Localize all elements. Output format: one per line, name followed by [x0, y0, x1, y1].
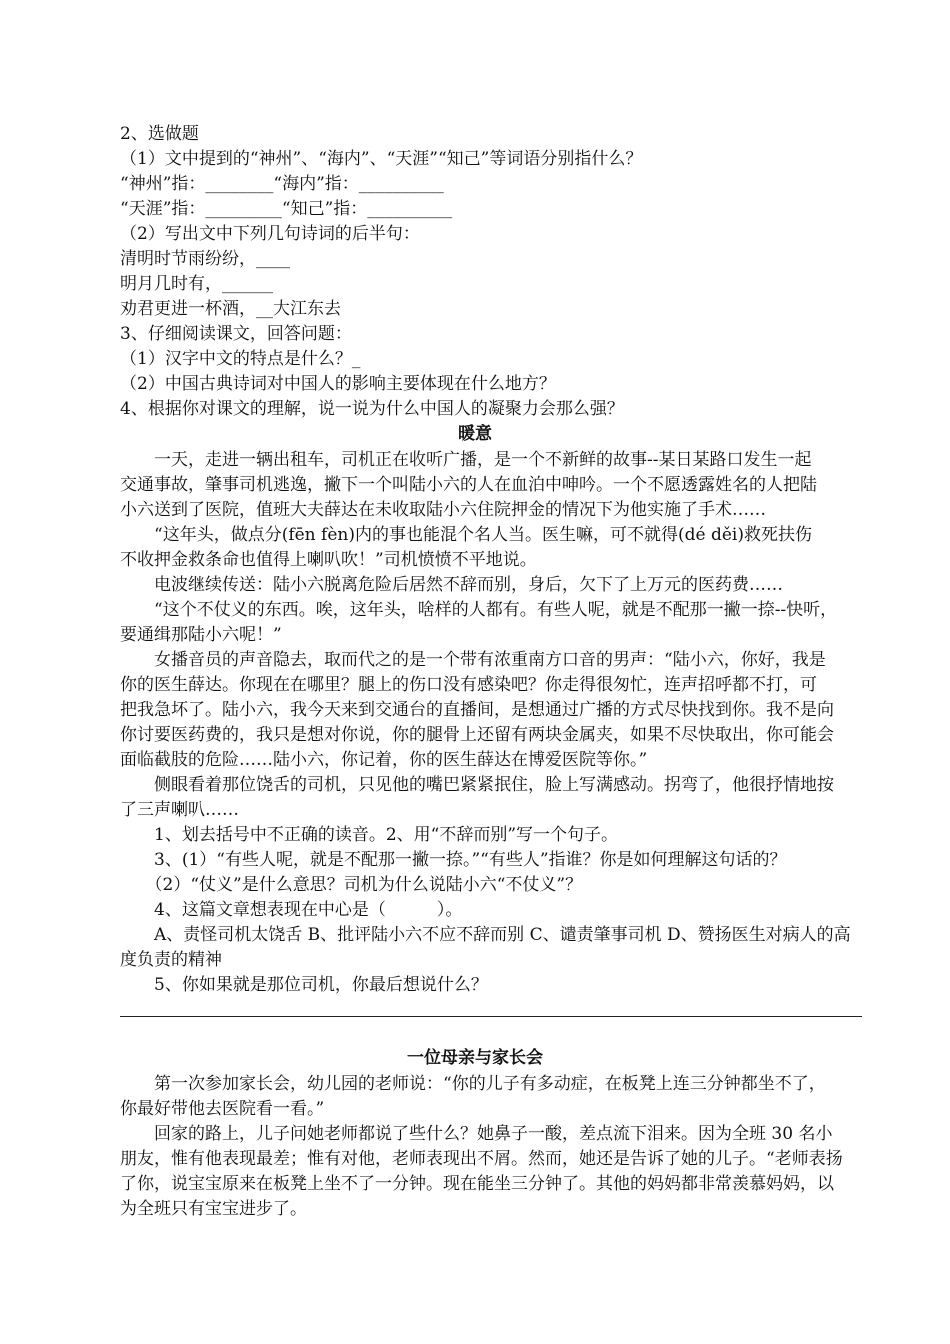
- text-line: 一天，走进一辆出租车，司机正在收听广播，是一个不新鲜的故事--某日某路口发生一起: [120, 450, 812, 470]
- text-line: 面临截肢的危险……陆小六，你记着，你的医生薛达在博爱医院等你。”: [120, 750, 648, 770]
- text-line: 第一次参加家长会，幼儿园的老师说：“你的儿子有多动症，在板凳上连三分钟都坐不了，: [120, 1074, 826, 1094]
- text-line: 把我急坏了。陆小六，我今天来到交通台的直播间，是想通过广播的方式尽快找到你。我不是向: [120, 700, 834, 720]
- text-line: 为全班只有宝宝进步了。: [120, 1199, 307, 1219]
- text-line: 电波继续传送：陆小六脱离危险后居然不辞而别，身后，欠下了上万元的医药费……: [120, 575, 783, 595]
- text-line: 要通缉那陆小六呢！”: [120, 625, 282, 645]
- text-line: 清明时节雨纷纷，____: [120, 249, 290, 269]
- text-line: 3、(1）“有些人呢，就是不配那一撇一捺。”“有些人”指谁？你是如何理解这句话的？: [120, 850, 787, 870]
- text-line: 朋友，惟有他表现最差；惟有对他，老师表现出不屑。然而，她还是告诉了她的儿子。“老师表扬: [120, 1149, 843, 1169]
- text-line: 交通事故，肇事司机逃逸，撇下一个叫陆小六的人在血泊中呻吟。一个不愿透露姓名的人把陆: [120, 475, 817, 495]
- text-line: “这个不仗义的东西。唉，这年头，啥样的人都有。有些人呢，就是不配那一撇一捺--快听，: [120, 600, 838, 620]
- text-line: （2）写出文中下列几句诗词的后半句：: [120, 224, 420, 244]
- text-line: “神州”指：________“海内”指：__________: [120, 174, 444, 194]
- text-line: （2）“仗义”是什么意思？司机为什么说陆小六“不仗义”？: [120, 875, 583, 895]
- story-title: 一位母亲与家长会: [407, 1048, 543, 1068]
- text-line: 5、你如果就是那位司机，你最后想说什么？: [120, 975, 488, 995]
- text-line: 不收押金救条命也值得上喇叭吹！”司机愤愤不平地说。: [120, 550, 537, 570]
- text-line: 了你，说宝宝原来在板凳上坐不了一分钟。现在能坐三分钟了。其他的妈妈都非常羡慕妈妈，以: [120, 1174, 834, 1194]
- text-line: 你讨要医药费的，我只是想对你说，你的腿骨上还留有两块金属夹，如果不尽快取出，你可能会: [120, 725, 834, 745]
- text-line: （1）汉字中文的特点是什么？_: [120, 349, 361, 369]
- text-line: 度负责的精神: [120, 950, 222, 970]
- text-line: “这年头，做点分(fēn fèn)内的事也能混个名人当。医生嘛，可不就得(dé děi)救死扶伤: [120, 525, 812, 545]
- text-line: （2）中国古典诗词对中国人的影响主要体现在什么地方？: [120, 374, 556, 394]
- text-line: 回家的路上，儿子问她老师都说了些什么？她鼻子一酸，差点流下泪来。因为全班 30 名小: [120, 1124, 833, 1144]
- text-line: 4、这篇文章想表现在中心是（ ）。: [120, 900, 463, 920]
- text-line: 4、根据你对课文的理解，说一说为什么中国人的凝聚力会那么强？: [120, 399, 624, 419]
- text-line: 2、选做题: [120, 124, 199, 144]
- text-line: 侧眼看着那位饶舌的司机，只见他的嘴巴紧紧抿住，脸上写满感动。拐弯了，他很抒情地按: [120, 775, 834, 795]
- text-line: 了三声喇叭……: [120, 800, 239, 820]
- text-line: 劝君更进一杯酒，__大江东去: [120, 299, 341, 319]
- text-line: 你最好带他去医院看一看。”: [120, 1099, 325, 1119]
- text-line: 3、仔细阅读课文，回答问题：: [120, 324, 352, 344]
- text-line: 女播音员的声音隐去，取而代之的是一个带有浓重南方口音的男声：“陆小六，你好，我是: [120, 650, 826, 670]
- text-line: （1）文中提到的“神州”、“海内”、“天涯”“知己”等词语分别指什么？: [120, 149, 643, 169]
- text-line: “天涯”指：_________“知己”指：__________: [120, 199, 453, 219]
- text-line: A、责怪司机太饶舌 B、批评陆小六不应不辞而别 C、谴责肇事司机 D、赞扬医生对病人的高: [120, 925, 851, 945]
- text-line: 小六送到了医院，值班大夫薛达在未收取陆小六住院押金的情况下为他实施了手术……: [120, 500, 766, 520]
- text-line: 你的医生薛达。你现在在哪里？腿上的伤口没有感染吧？你走得很匆忙，连声招呼都不打，可: [120, 675, 817, 695]
- text-line: 1、划去括号中不正确的读音。2、用“不辞而别”写一个句子。: [120, 825, 619, 845]
- divider: [120, 1016, 862, 1017]
- text-line: 明月几时有，______: [120, 274, 273, 294]
- story-title: 暖意: [458, 424, 492, 444]
